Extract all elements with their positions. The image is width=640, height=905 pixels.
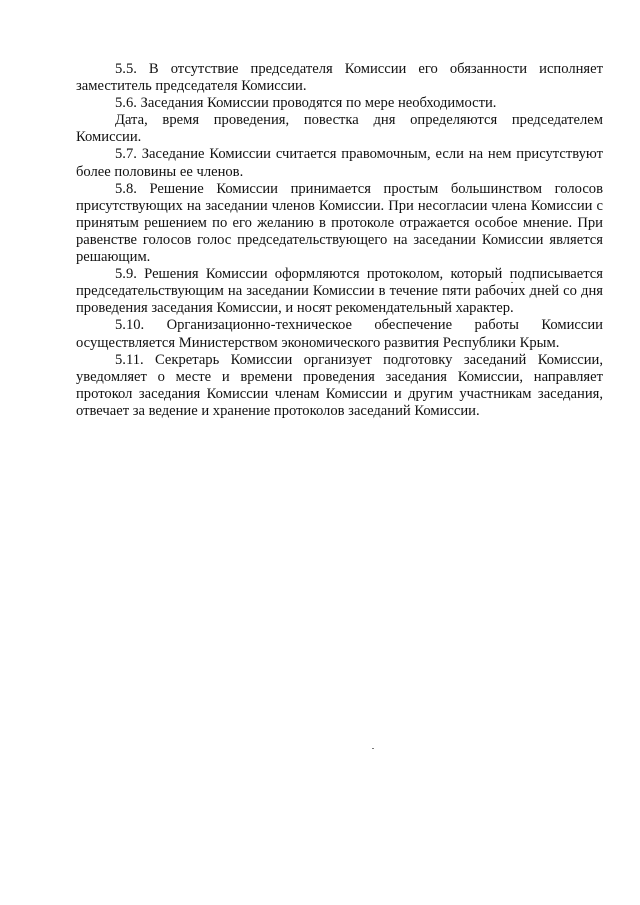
paragraph-5-6-date: Дата, время проведения, повестка дня определяются председателем Комиссии. [76,112,603,146]
paragraph-5-7: 5.7. Заседание Комиссии считается правомочным, если на нем присутствуют более половины ее членов. [76,146,603,180]
paragraph-5-5: 5.5. В отсутствие председателя Комиссии его обязанности исполняет заместитель председателя Комиссии. [76,61,603,95]
scan-speck [372,748,374,749]
paragraph-5-11: 5.11. Секретарь Комиссии организует подготовку заседаний Комиссии, уведомляет о месте и времени проведения заседания Комиссии, направляет протокол заседания Комиссии членам Комиссии и другим участникам заседания, отвечает за ведение и хранение протоколов заседаний Комиссии. [76,351,603,419]
scan-speck [511,282,513,283]
paragraph-5-8: 5.8. Решение Комиссии принимается простым большинством голосов присутствующих на заседании членов Комиссии. При несогласии члена Комиссии с принятым решением по его желанию в протоколе отражается особое мнение. При равенстве голосов голос председательствующего на заседании Комиссии является решающим. [76,180,603,266]
document-body [76,61,603,420]
paragraph-5-6: 5.6. Заседания Комиссии проводятся по мере необходимости. [115,95,497,112]
paragraph-5-10: 5.10. Организационно-техническое обеспечение работы Комиссии осуществляется Министерством экономического развития Республики Крым. [76,317,603,351]
paragraph-5-9: 5.9. Решения Комиссии оформляются протоколом, который подписывается председательствующим на заседании Комиссии в течение пяти рабочих дней со дня проведения заседания Комиссии, и носят рекомендательный характер. [76,266,603,317]
